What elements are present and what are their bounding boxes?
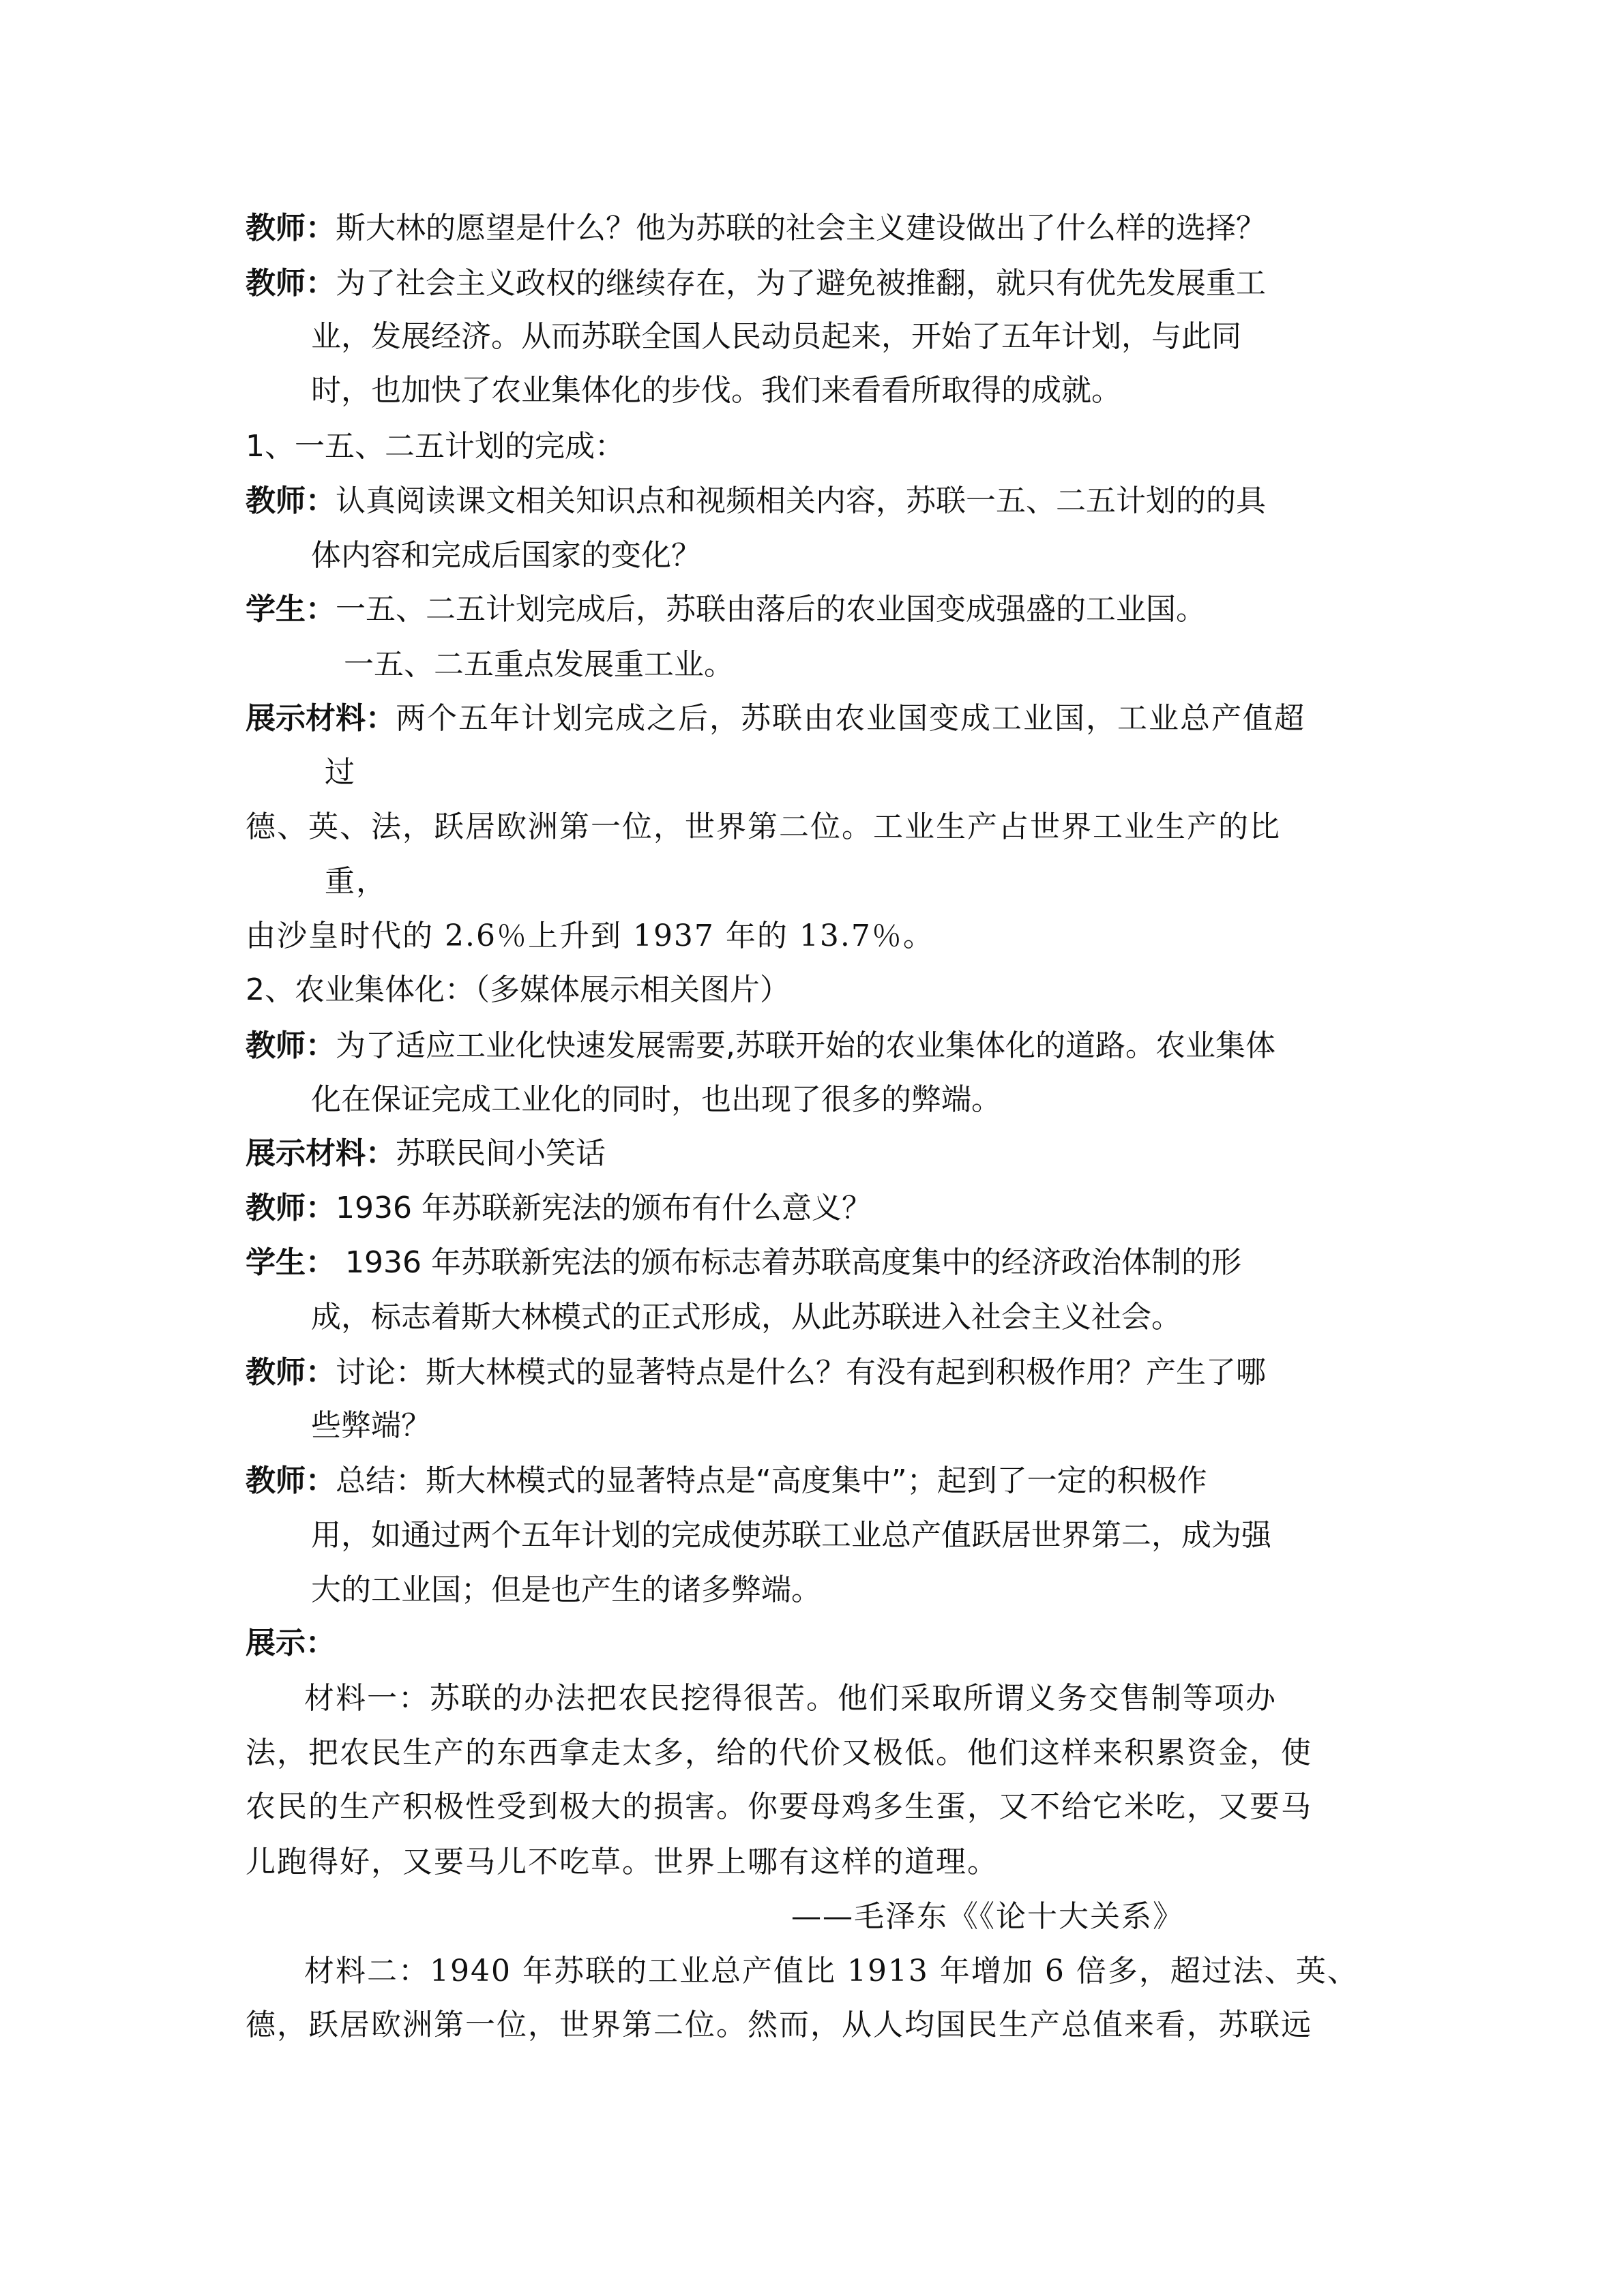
paragraph-continuation: 法，把农民生产的东西拿走太多，给的代价又极低。他们这样来积累资金，使 (246, 1735, 1312, 1770)
paragraph-continuation: 德，跃居欧洲第一位，世界第二位。然而，从人均国民生产总值来看，苏联远 (246, 2008, 1312, 2042)
speaker-label: 教师： (246, 1191, 336, 1225)
paragraph-text: 为了社会主义政权的继续存在，为了避免被推翻，就只有优先发展重工 (336, 266, 1266, 301)
material-two: 材料二：1940 年苏联的工业总产值比 1913 年增加 6 倍多，超过法、英、 (304, 1954, 1359, 1988)
paragraph-text: 1936 年苏联新宪法的颁布有什么意义？ (336, 1191, 872, 1225)
paragraph-continuation: 由沙皇时代的 2.6％上升到 1937 年的 13.7％。 (246, 919, 934, 953)
paragraph-continuation: 过 (325, 755, 356, 790)
paragraph-continuation: 用，如通过两个五年计划的完成使苏联工业总产值跃居世界第二，成为强 (311, 1518, 1271, 1553)
speaker-label: 学生： (246, 1245, 336, 1280)
paragraph-student-2 (246, 1242, 1241, 1283)
paragraph-text: 两个五年计划完成之后，苏联由农业国变成工业国，工业总产值超 (396, 701, 1305, 736)
paragraph-continuation: 成，标志着斯大林模式的正式形成，从此苏联进入社会主义社会。 (311, 1300, 1181, 1335)
speaker-label: 教师： (246, 211, 336, 245)
paragraph-text: 一五、二五计划完成后，苏联由落后的农业国变成强盛的工业国。 (336, 592, 1206, 627)
paragraph-teacher-3 (246, 481, 1266, 522)
paragraph-continuation: 农民的生产积极性受到极大的损害。你要母鸡多生蛋，又不给它米吃，又要马 (246, 1789, 1312, 1824)
material-one: 材料一：苏联的办法把农民挖得很苦。他们采取所谓义务交售制等项办 (304, 1681, 1277, 1716)
paragraph-text: 认真阅读课文相关知识点和视频相关内容，苏联一五、二五计划的的具 (336, 483, 1266, 518)
paragraph-material-1 (246, 698, 1305, 739)
quote-source: ——毛泽东《《论十大关系》 (791, 1899, 1184, 1934)
speaker-label: 教师： (246, 1463, 336, 1498)
paragraph-teacher-7 (246, 1461, 1207, 1502)
speaker-label: 教师： (246, 1028, 336, 1063)
speaker-label: 展示材料： (246, 1136, 396, 1171)
speaker-label: 展示材料： (246, 701, 396, 736)
paragraph-continuation: 化在保证完成工业化的同时，也出现了很多的弊端。 (311, 1082, 1001, 1117)
paragraph-continuation: 大的工业国；但是也产生的诸多弊端。 (311, 1572, 821, 1607)
speaker-label: 教师： (246, 483, 336, 518)
paragraph-material-2 (246, 1133, 606, 1174)
paragraph-continuation: 些弊端？ (311, 1408, 431, 1443)
section-heading-2: 2、农业集体化：（多媒体展示相关图片） (246, 972, 790, 1007)
speaker-label: 教师： (246, 1355, 336, 1390)
paragraph-continuation: 重， (325, 864, 387, 899)
paragraph-text: 讨论：斯大林模式的显著特点是什么？有没有起到积极作用？产生了哪 (336, 1355, 1266, 1390)
paragraph-student-1 (246, 589, 1206, 630)
paragraph-text: 斯大林的愿望是什么？他为苏联的社会主义建设做出了什么样的选择？ (336, 211, 1266, 245)
paragraph-teacher-4 (246, 1026, 1275, 1067)
paragraph-text: 总结：斯大林模式的显著特点是“高度集中”；起到了一定的积极作 (336, 1463, 1207, 1498)
paragraph-text: 为了适应工业化快速发展需要,苏联开始的农业集体化的道路。农业集体 (336, 1028, 1275, 1063)
section-heading-1: 1、一五、二五计划的完成： (246, 429, 625, 464)
paragraph-teacher-2 (246, 263, 1266, 304)
paragraph-teacher-1 (246, 208, 1266, 249)
paragraph-teacher-5 (246, 1188, 872, 1229)
speaker-label: 学生： (246, 592, 336, 627)
speaker-label: 教师： (246, 266, 336, 301)
paragraph-continuation: 业，发展经济。从而苏联全国人民动员起来，开始了五年计划，与此同 (311, 319, 1241, 354)
paragraph-text: 苏联民间小笑话 (396, 1136, 606, 1171)
paragraph-text: 1936 年苏联新宪法的颁布标志着苏联高度集中的经济政治体制的形 (336, 1245, 1241, 1280)
paragraph-teacher-6 (246, 1352, 1266, 1393)
paragraph-continuation: 儿跑得好，又要马儿不吃草。世界上哪有这样的道理。 (246, 1845, 999, 1879)
paragraph-continuation: 一五、二五重点发展重工业。 (344, 647, 734, 682)
paragraph-continuation: 德、英、法，跃居欧洲第一位，世界第二位。工业生产占世界工业生产的比 (246, 809, 1281, 844)
paragraph-continuation: 体内容和完成后国家的变化？ (311, 538, 701, 573)
paragraph-continuation: 时，也加快了农业集体化的步伐。我们来看看所取得的成就。 (311, 373, 1121, 408)
show-heading: 展示： (246, 1626, 336, 1660)
